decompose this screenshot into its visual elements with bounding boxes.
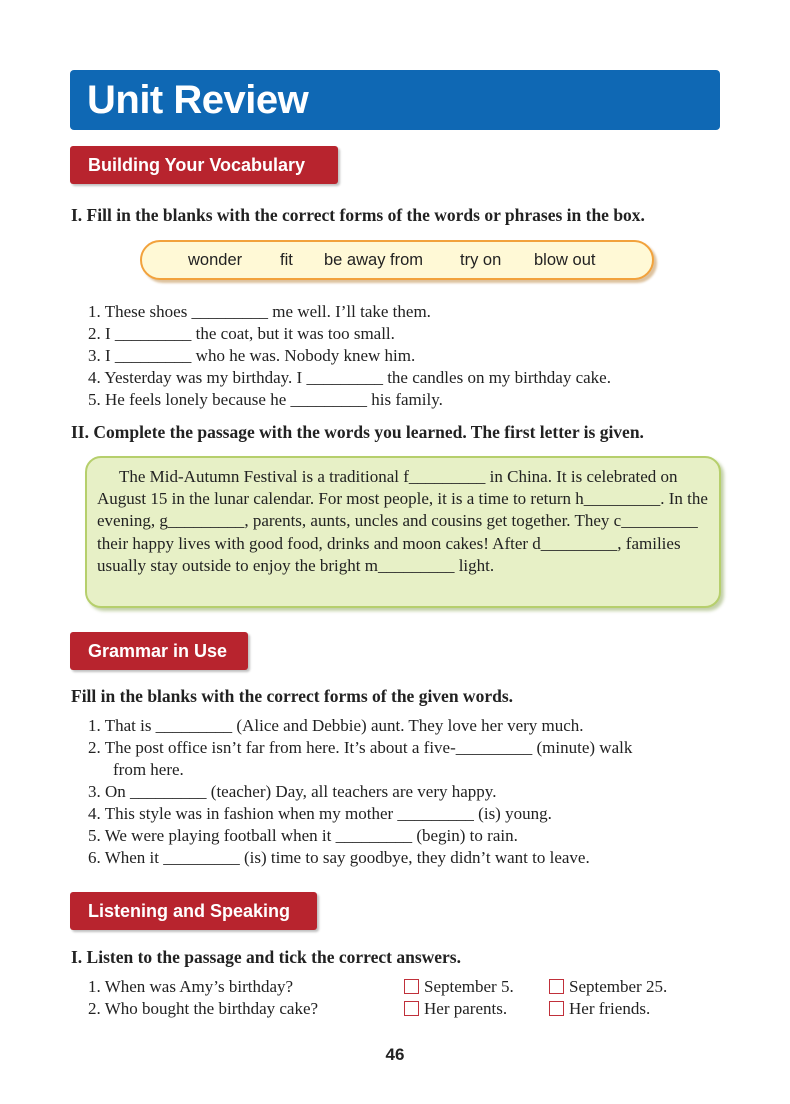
question-text: 1. When was Amy’s birthday? (88, 977, 294, 996)
word-box (140, 240, 654, 280)
list-item: 4. This style was in fashion when my mother _________ (is) young. (88, 804, 552, 823)
vocabulary-exercise-list (88, 301, 611, 411)
page-title: Unit Review (87, 78, 309, 122)
list-item: 5. We were playing football when it _________ (begin) to rain. (88, 826, 518, 845)
word-box-item: be away from (324, 251, 424, 269)
vocabulary-part2-heading: II. Complete the passage with the words you learned. The first letter is given. (71, 422, 644, 442)
list-item: 6. When it _________ (is) time to say goodbye, they didn’t want to leave. (88, 848, 590, 867)
word-box-item: try on (460, 251, 502, 269)
option-label: September 5. (424, 977, 514, 996)
checkbox[interactable] (549, 979, 564, 994)
passage-box (85, 456, 721, 608)
page-number: 46 (385, 1045, 405, 1064)
question-text: 2. Who bought the birthday cake? (88, 999, 319, 1018)
option-label: September 25. (569, 977, 668, 996)
option-label: Her parents. (424, 999, 508, 1018)
answer-option[interactable] (404, 998, 507, 1020)
list-item: 3. I _________ who he was. Nobody knew him. (88, 346, 416, 365)
answer-option[interactable] (549, 976, 667, 998)
list-item-continuation: from here. (113, 760, 184, 779)
grammar-heading: Fill in the blanks with the correct forms of the given words. (71, 686, 514, 706)
option-label: Her friends. (569, 999, 651, 1018)
list-item: 5. He feels lonely because he _________ his family. (88, 390, 443, 409)
section-label-grammar: Grammar in Use (70, 632, 248, 670)
word-box-item: fit (280, 251, 293, 269)
listening-heading: I. Listen to the passage and tick the correct answers. (71, 947, 461, 967)
word-box-item: wonder (188, 251, 243, 269)
grammar-exercise-list (88, 715, 632, 869)
checkbox[interactable] (404, 1001, 419, 1016)
section-label-listening: Listening and Speaking (70, 892, 317, 930)
list-item: 2. I _________ the coat, but it was too small. (88, 324, 395, 343)
list-item: 4. Yesterday was my birthday. I _________ the candles on my birthday cake. (88, 368, 611, 387)
answer-option[interactable] (549, 998, 650, 1020)
passage-text: The Mid-Autumn Festival is a traditional f_________ in China. It is celebrated on August 15 in the lunar calendar. For most people, it is a time to return h_________. In the evening, g_________, parents, aunts, uncles and cousins get together. They c_________ their happy lives with good food, drinks and moon cakes! After d_________, families usually stay outside to enjoy the bright m_________ light. (97, 467, 708, 575)
word-box-item: blow out (534, 251, 596, 269)
answer-option[interactable] (404, 976, 514, 998)
list-item: 3. On _________ (teacher) Day, all teachers are very happy. (88, 782, 497, 801)
checkbox[interactable] (549, 1001, 564, 1016)
list-item: 1. That is _________ (Alice and Debbie) aunt. They love her very much. (88, 716, 584, 735)
section-label-vocabulary: Building Your Vocabulary (70, 146, 338, 184)
vocabulary-part1-heading: I. Fill in the blanks with the correct forms of the words or phrases in the box. (71, 205, 645, 225)
list-item: 2. The post office isn’t far from here. It’s about a five-_________ (minute) walk (88, 738, 633, 757)
checkbox[interactable] (404, 979, 419, 994)
unit-review-banner (70, 70, 720, 130)
list-item: 1. These shoes _________ me well. I’ll take them. (88, 302, 431, 321)
